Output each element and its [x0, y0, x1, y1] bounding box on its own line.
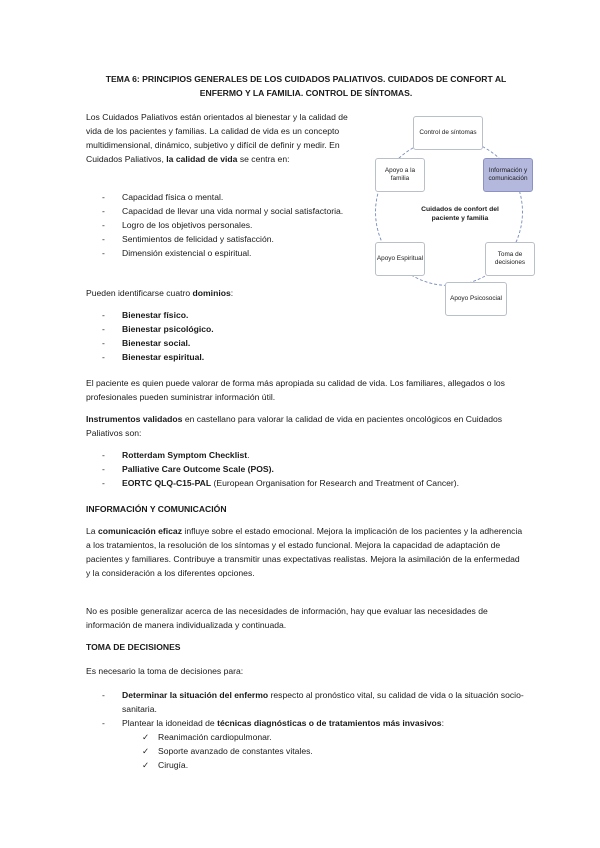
information-paragraph: La comunicación eficaz influye sobre el estado emocional. Mejora la implicación de los pacientes y la adherencia a los tratamientos, la resolución de los síntomas y el estado funcional. Mejora la capacidad de adaptación de pacientes y familiares. Contribuye a transmitir unas expectativas realistas. Mejora la asimilación de la enfermedad y la consideración a los diferentes opciones.	[86, 526, 523, 578]
list-item: - EORTC QLQ-C15-PAL (European Organisation for Research and Treatment of Cancer).	[102, 478, 460, 488]
list-item: - Bienestar espiritual.	[102, 352, 205, 362]
domains-intro: Pueden identificarse cuatro dominios:	[86, 288, 234, 298]
evaluation-paragraph: El paciente es quien puede valorar de forma más apropiada su calidad de vida. Los familiares, allegados o los profesionales pueden suministrar información útil.	[86, 378, 505, 402]
instruments-list	[86, 448, 546, 490]
intro-paragraph: Los Cuidados Paliativos están orientados al bienestar y la calidad de vida de los pacientes y familias. La calidad de vida es un concepto multidimensional, dinámico, subjetivo y difícil de definir y medir. En Cuidados Paliativos, la calidad de vida se centra en:	[86, 112, 348, 164]
instruments-intro: Instrumentos validados en castellano para valorar la calidad de vida en pacientes oncológicos en Cuidados Paliativos son:	[86, 414, 503, 438]
list-item: - Capacidad de llevar una vida normal y social satisfactoria.	[102, 206, 344, 216]
list-item: ✓ Soporte avanzado de constantes vitales.	[142, 746, 313, 756]
list-item: - Bienestar social.	[102, 338, 191, 348]
list-item: - Determinar la situación del enfermo respecto al pronóstico vital, su calidad de vida o la situación socio-sanitaria.	[102, 690, 524, 714]
section-heading-decisions: TOMA DE DECISIONES	[86, 642, 181, 652]
node-decision-making: Toma de decisiones	[485, 242, 535, 276]
diagram-center-label: Cuidados de confort del paciente y familia	[421, 206, 499, 222]
techniques-list	[142, 730, 313, 772]
node-information-communication: Información y comunicación	[483, 158, 533, 192]
domains-list	[86, 308, 214, 364]
list-item: - Capacidad física o mental.	[102, 192, 224, 202]
list-item: ✓ Cirugía.	[142, 760, 189, 770]
check-icon: ✓	[142, 760, 150, 770]
quality-list	[86, 190, 376, 260]
decisions-intro: Es necesario la toma de decisiones para:	[86, 666, 244, 676]
decisions-list	[86, 688, 526, 730]
node-symptom-control: Control de síntomas	[413, 116, 483, 150]
check-icon: ✓	[142, 746, 150, 756]
check-icon: ✓	[142, 732, 150, 742]
list-item: - Logro de los objetivos personales.	[102, 220, 253, 230]
list-item: - Bienestar físico.	[102, 310, 189, 320]
node-spiritual-support: Apoyo Espiritual	[375, 242, 425, 276]
list-item: ✓ Reanimación cardiopulmonar.	[142, 732, 272, 742]
list-item: - Palliative Care Outcome Scale (POS).	[102, 464, 274, 474]
list-item: - Sentimientos de felicidad y satisfacción.	[102, 234, 274, 244]
section-heading-information: INFORMACIÓN Y COMUNICACIÓN	[86, 504, 227, 514]
list-item: - Plantear la idoneidad de técnicas diagnósticas o de tratamientos más invasivos:	[102, 718, 444, 728]
node-family-support: Apoyo a la familia	[375, 158, 425, 192]
page-title: TEMA 6: PRINCIPIOS GENERALES DE LOS CUIDADOS PALIATIVOS. CUIDADOS DE CONFORT AL ENFERMO Y LA FAMILIA. CONTROL DE SÍNTOMAS.	[105, 74, 507, 98]
node-psychosocial-support: Apoyo Psicosocial	[445, 282, 507, 316]
list-item: - Rotterdam Symptom Checklist.	[102, 450, 250, 460]
information-paragraph-2: No es posible generalizar acerca de las necesidades de información, hay que evaluar las necesidades de información de manera individualizada y continuada.	[86, 606, 488, 630]
list-item: - Dimensión existencial o espiritual.	[102, 248, 252, 258]
list-item: - Bienestar psicológico.	[102, 324, 214, 334]
